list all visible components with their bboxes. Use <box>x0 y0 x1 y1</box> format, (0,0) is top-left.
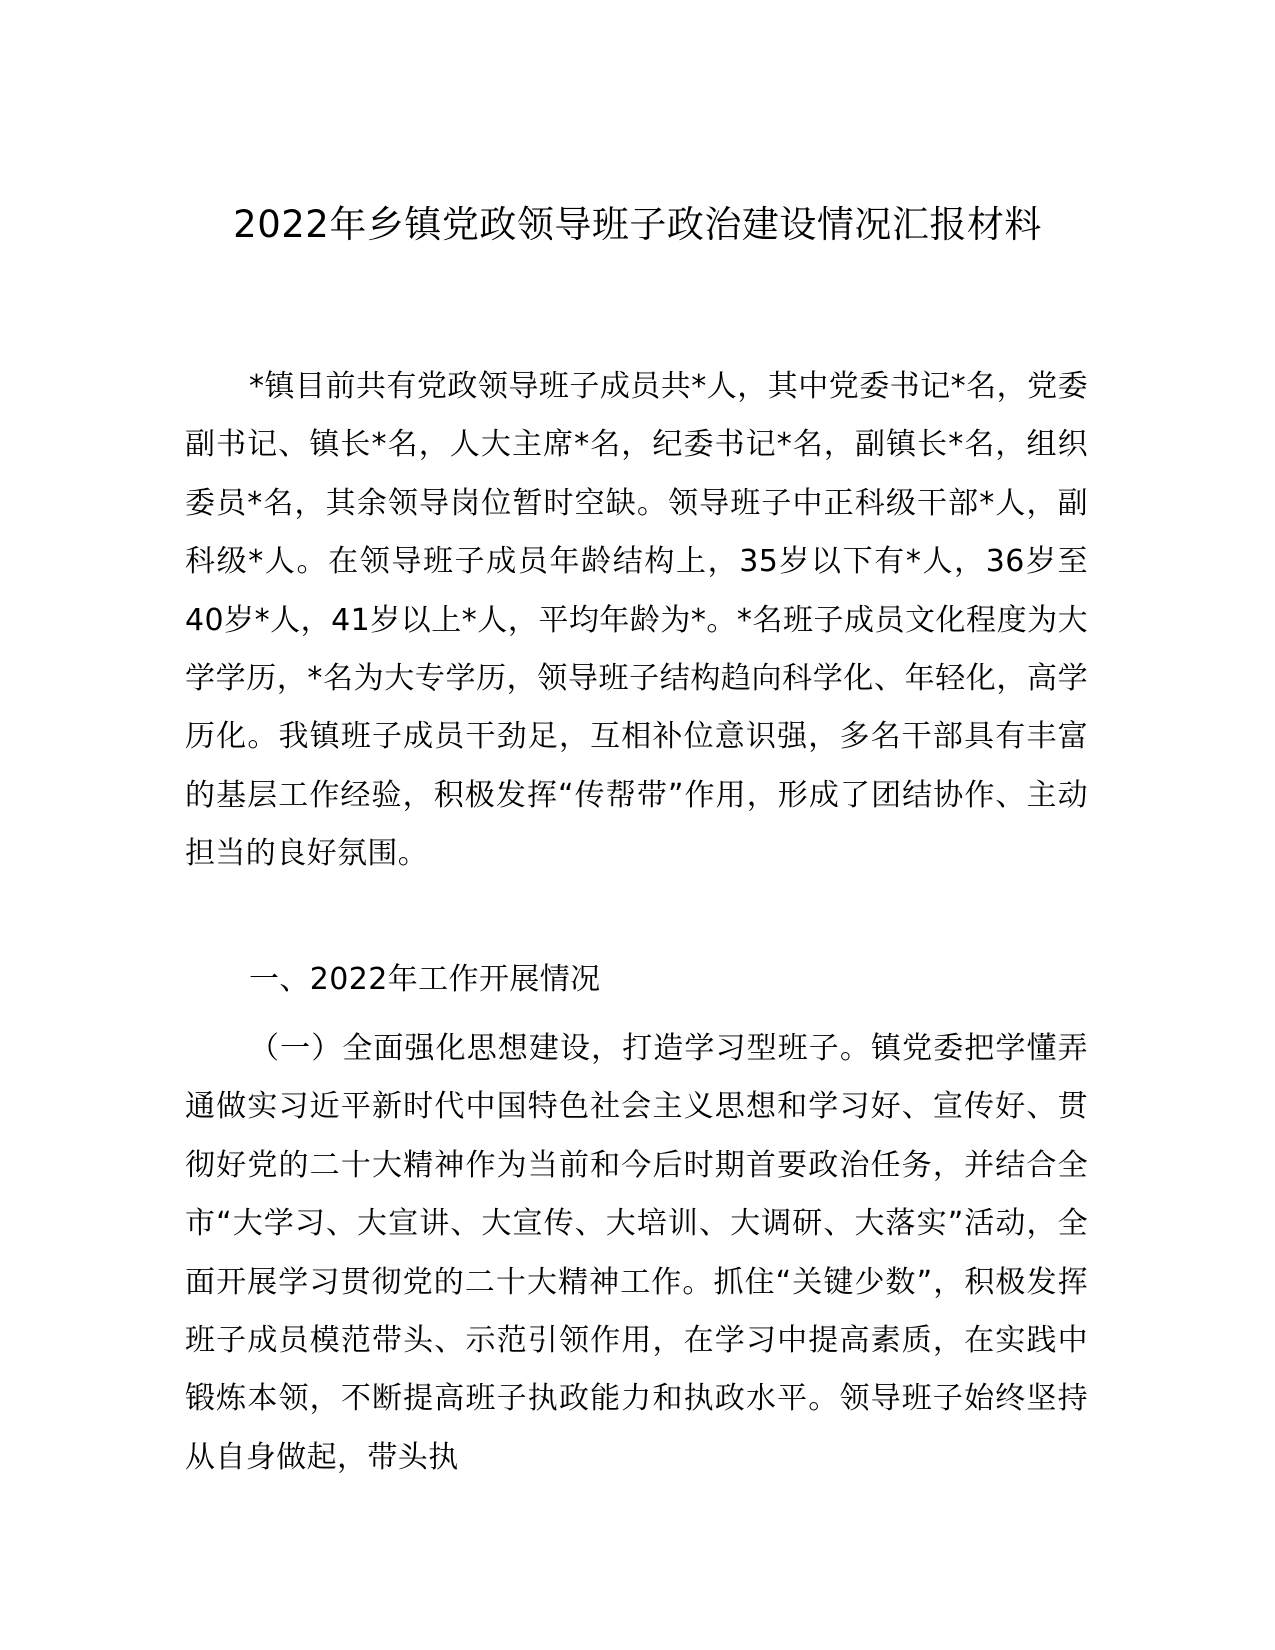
section-heading-work-progress: 一、2022年工作开展情况 <box>249 962 601 997</box>
paragraph-ideological-building: （一）全面强化思想建设，打造学习型班子。镇党委把学懂弄通做实习近平新时代中国特色社会主义思想和学习好、宣传好、贯彻好党的二十大精神作为当前和今后时期首要政治任务，并结合全市“大学习、大宣讲、大宣传、大培训、大调研、大落实”活动，全面开展学习贯彻党的二十大精神工作。抓住“关键少数”，积极发挥班子成员模范带头、示范引领作用，在学习中提高素质，在实践中锻炼本领，不断提高班子执政能力和执政水平。领导班子始终坚持从自身做起，带头执 <box>185 1031 1088 1475</box>
document-title: 2022年乡镇党政领导班子政治建设情况汇报材料 <box>233 203 1042 246</box>
paragraph-team-overview: *镇目前共有党政领导班子成员共*人，其中党委书记*名，党委副书记、镇长*名，人大主席*名，纪委书记*名，副镇长*名，组织委员*名，其余领导岗位暂时空缺。领导班子中正科级干部*人，副科级*人。在领导班子成员年龄结构上，35岁以下有*人，36岁至40岁*人，41岁以上*人，平均年龄为*。*名班子成员文化程度为大学学历，*名为大专学历，领导班子结构趋向科学化、年轻化，高学历化。我镇班子成员干劲足，互相补位意识强，多名干部具有丰富的基层工作经验，积极发挥“传帮带”作用，形成了团结协作、主动担当的良好氛围。 <box>185 369 1088 872</box>
